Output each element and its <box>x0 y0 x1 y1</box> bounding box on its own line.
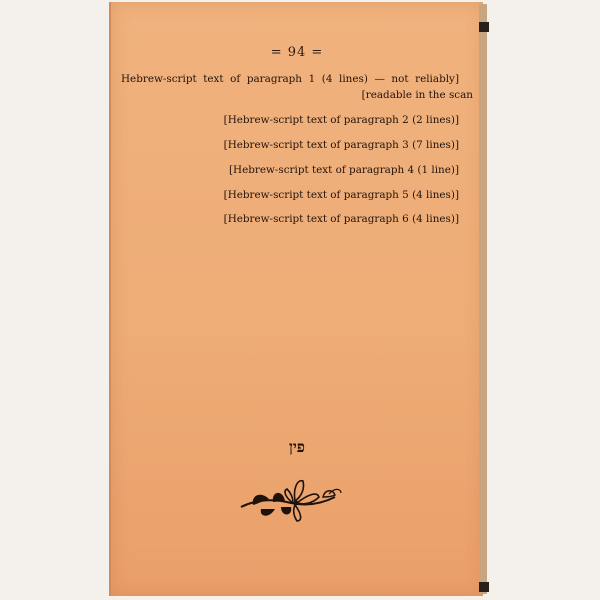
page-edge-mark <box>479 22 489 32</box>
paragraph-5: [Hebrew-script text of paragraph 5 (4 lines)] <box>223 188 459 201</box>
page-number: = 94 = <box>270 45 324 60</box>
paragraph-6: [Hebrew-script text of paragraph 6 (4 lines)] <box>223 213 459 226</box>
page-edge <box>479 4 487 594</box>
body-text <box>121 72 473 237</box>
closing-word: פין <box>289 438 305 456</box>
paragraph-4: [Hebrew-script text of paragraph 4 (1 line)] <box>228 163 459 176</box>
flower-ornament-icon <box>235 469 345 523</box>
paragraph-2: [Hebrew-script text of paragraph 2 (2 lines)] <box>223 113 459 126</box>
paragraph-3: [Hebrew-script text of paragraph 3 (7 lines)] <box>223 138 459 151</box>
book-page <box>109 2 483 596</box>
paragraph-1: [Hebrew-script text of paragraph 1 (4 lines) — not reliably readable in the scan] <box>121 73 473 101</box>
page-edge-mark <box>479 582 489 592</box>
